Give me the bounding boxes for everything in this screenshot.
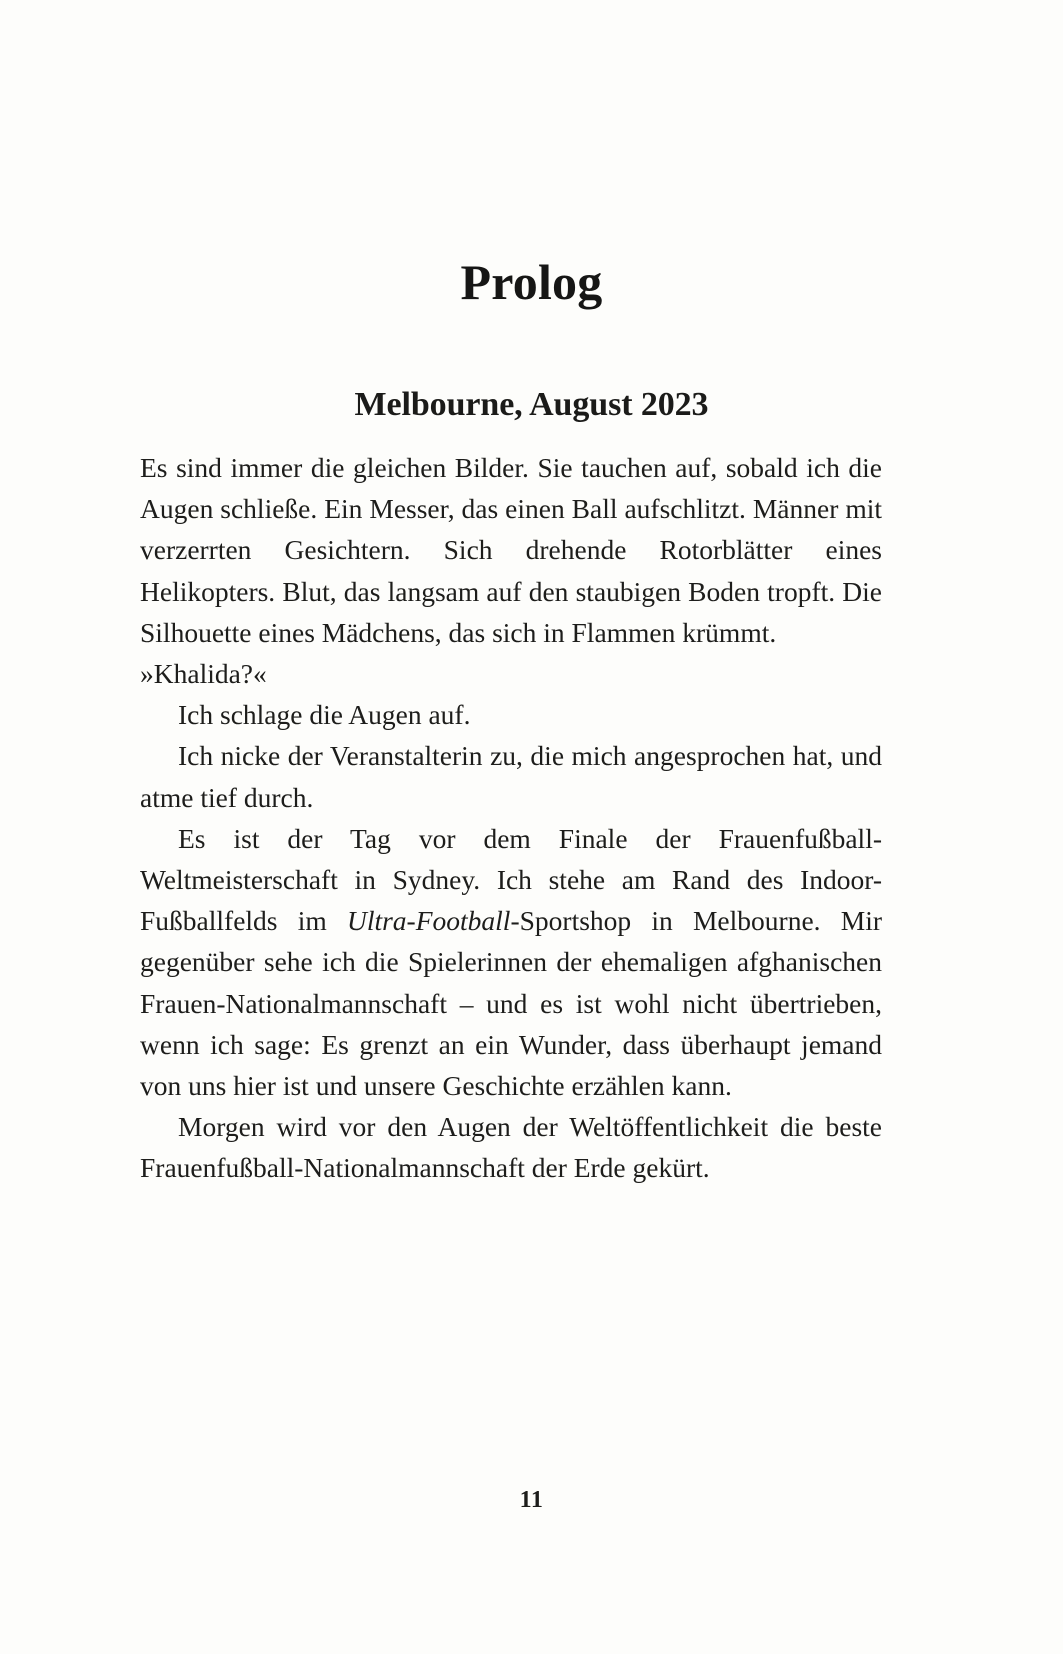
paragraph-2-dialogue bbox=[140, 653, 882, 694]
section-subtitle: Melbourne, August 2023 bbox=[354, 386, 709, 424]
paragraph-4 bbox=[140, 735, 882, 817]
paragraph-3 bbox=[140, 694, 882, 735]
paragraph-text: Morgen wird vor den Augen der Weltöffentlichkeit die beste Frauenfußball-Nationalmannschaft der Erde gekürt. bbox=[140, 1111, 882, 1184]
paragraph-text: »Khalida?« bbox=[140, 658, 267, 690]
paragraph-5 bbox=[140, 818, 882, 1106]
paragraph-text-after-italic: -Sportshop in Melbourne. Mir gegenüber sehe ich die Spielerinnen der ehemaligen afghanischen Frauen-Nationalmannschaft – und es ist wohl nicht übertrieben, wenn ich sage: Es grenzt an ein Wunder, dass überhaupt jemand von uns hier ist und unsere Geschichte erzählen kann. bbox=[140, 905, 882, 1102]
paragraph-text: Es sind immer die gleichen Bilder. Sie tauchen auf, sobald ich die Augen schließe. Ein Messer, das einen Ball aufschlitzt. Männer mit verzerrten Gesichtern. Sich drehende Rotorblätter eines Helikopters. Blut, das langsam auf den staubigen Boden tropft. Die Silhouette eines Mädchens, das sich in Flammen krümmt. bbox=[140, 452, 882, 648]
paragraph-text-before-italic: Es ist der Tag vor dem Finale der Frauenfußball-Weltmeisterschaft in Sydney. Ich stehe am Rand des Indoor-Fußballfelds im bbox=[140, 822, 882, 937]
paragraph-text: Ich nicke der Veranstalterin zu, die mich angesprochen hat, und atme tief durch. bbox=[140, 740, 882, 813]
brand-name-italic: Ultra-Football bbox=[346, 905, 511, 937]
paragraph-6 bbox=[140, 1106, 882, 1188]
page-title: Prolog bbox=[460, 253, 603, 310]
paragraph-1 bbox=[140, 447, 882, 653]
paragraph-text: Ich schlage die Augen auf. bbox=[178, 699, 471, 731]
page-number: 11 bbox=[519, 1487, 544, 1513]
body-text-block bbox=[140, 447, 882, 1189]
